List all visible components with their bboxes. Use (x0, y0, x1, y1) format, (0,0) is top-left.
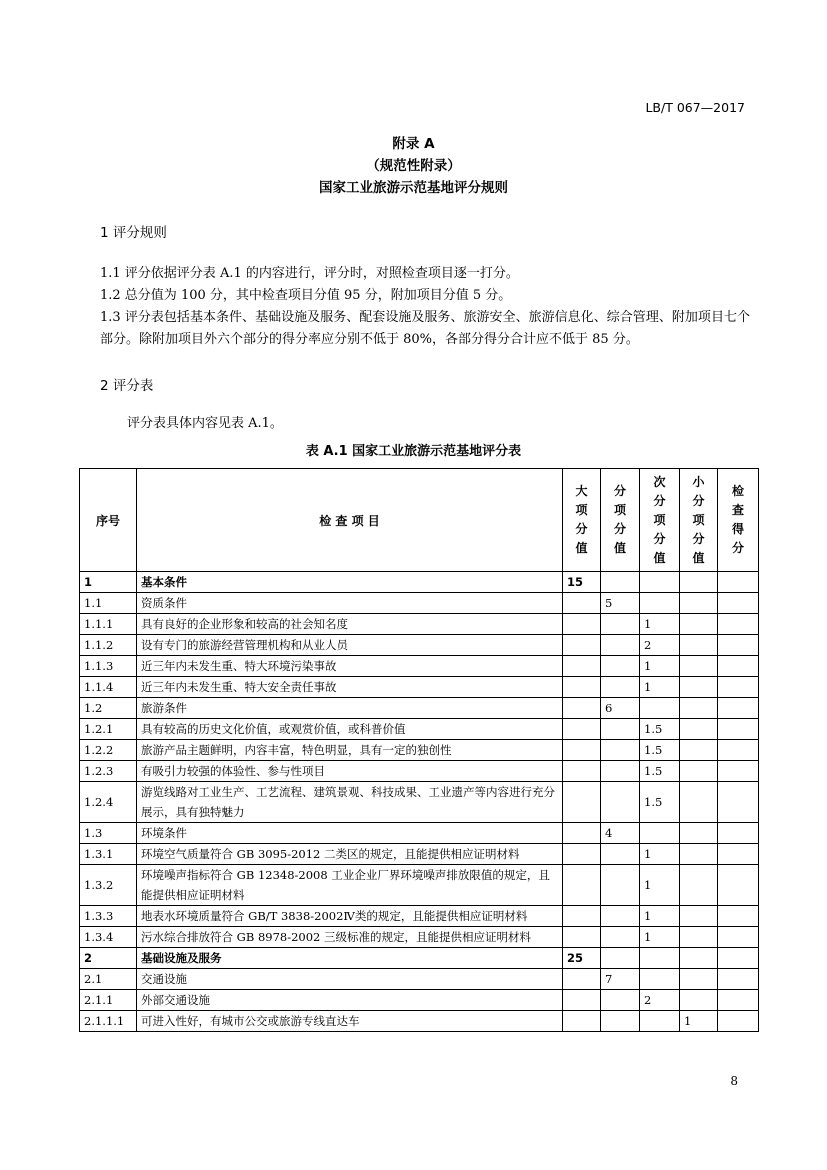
row-small-score: 1 (680, 1011, 718, 1032)
row-item: 基本条件 (137, 572, 563, 593)
row-major-score (563, 635, 601, 656)
row-no: 1.1 (80, 593, 137, 614)
table-row (80, 1011, 759, 1032)
row-major-score (563, 740, 601, 761)
table-row (80, 677, 759, 698)
row-item: 地表水环境质量符合 GB/T 3838-2002Ⅳ类的规定，且能提供相应证明材料 (137, 906, 563, 927)
row-sub-score (601, 740, 640, 761)
row-small-score (680, 698, 718, 719)
row-major-score (563, 761, 601, 782)
row-minor-score: 1 (640, 906, 680, 927)
row-check-score (718, 782, 759, 823)
row-minor-score: 1 (640, 844, 680, 865)
row-check-score (718, 865, 759, 906)
row-no: 1.2.1 (80, 719, 137, 740)
row-major-score (563, 1011, 601, 1032)
rule-1-1: 1.1 评分依据评分表 A.1 的内容进行，评分时，对照检查项目逐一打分。 (100, 266, 519, 281)
row-small-score (680, 635, 718, 656)
row-item: 资质条件 (137, 593, 563, 614)
row-small-score (680, 990, 718, 1011)
section1-body (100, 263, 750, 351)
row-sub-score (601, 719, 640, 740)
row-sub-score (601, 990, 640, 1011)
row-small-score (680, 782, 718, 823)
row-small-score (680, 761, 718, 782)
table-row (80, 990, 759, 1011)
row-major-score (563, 927, 601, 948)
row-major-score (563, 593, 601, 614)
row-major-score: 25 (563, 948, 601, 969)
row-item: 环境空气质量符合 GB 3095-2012 二类区的规定，且能提供相应证明材料 (137, 844, 563, 865)
row-minor-score: 2 (640, 990, 680, 1011)
row-no: 1 (80, 572, 137, 593)
row-small-score (680, 677, 718, 698)
row-item: 交通设施 (137, 969, 563, 990)
row-minor-score: 1.5 (640, 761, 680, 782)
header-item: 检 查 项 目 (137, 469, 563, 572)
row-sub-score: 7 (601, 969, 640, 990)
table-row (80, 865, 759, 906)
appendix-name: 国家工业旅游示范基地评分规则 (319, 180, 508, 196)
rule-1-3: 1.3 评分表包括基本条件、基础设施及服务、配套设施及服务、旅游安全、旅游信息化、综合管理、附加项目七个部分。除附加项目外六个部分的得分率应分别不低于 80%，各部分得分合计应不低于 85 分。 (100, 310, 750, 347)
table-row (80, 740, 759, 761)
row-no: 2 (80, 948, 137, 969)
row-sub-score (601, 782, 640, 823)
row-check-score (718, 614, 759, 635)
row-minor-score (640, 823, 680, 844)
table-row (80, 969, 759, 990)
row-item: 环境噪声指标符合 GB 12348-2008 工业企业厂界环境噪声排放限值的规定，且能提供相应证明材料 (137, 865, 563, 906)
row-item: 旅游条件 (137, 698, 563, 719)
row-check-score (718, 927, 759, 948)
row-small-score (680, 719, 718, 740)
row-major-score (563, 823, 601, 844)
row-sub-score (601, 761, 640, 782)
row-major-score (563, 865, 601, 906)
row-minor-score: 1 (640, 656, 680, 677)
row-minor-score (640, 948, 680, 969)
row-minor-score: 1.5 (640, 719, 680, 740)
row-check-score (718, 593, 759, 614)
row-check-score (718, 844, 759, 865)
standard-code: LB/T 067—2017 (645, 100, 745, 115)
row-minor-score (640, 593, 680, 614)
table-row (80, 844, 759, 865)
row-item: 具有良好的企业形象和较高的社会知名度 (137, 614, 563, 635)
row-sub-score (601, 906, 640, 927)
row-check-score (718, 906, 759, 927)
row-major-score (563, 719, 601, 740)
row-item: 具有较高的历史文化价值，或观赏价值，或科普价值 (137, 719, 563, 740)
row-sub-score (601, 927, 640, 948)
row-minor-score: 1 (640, 865, 680, 906)
row-small-score (680, 865, 718, 906)
row-small-score (680, 927, 718, 948)
header-major (563, 469, 601, 572)
row-small-score (680, 593, 718, 614)
row-item: 可进入性好，有城市公交或旅游专线直达车 (137, 1011, 563, 1032)
row-small-score (680, 844, 718, 865)
row-sub-score: 6 (601, 698, 640, 719)
row-major-score (563, 656, 601, 677)
row-major-score (563, 844, 601, 865)
row-minor-score (640, 1011, 680, 1032)
row-no: 1.1.1 (80, 614, 137, 635)
row-no: 1.3.4 (80, 927, 137, 948)
row-major-score (563, 677, 601, 698)
row-no: 1.3.3 (80, 906, 137, 927)
row-check-score (718, 635, 759, 656)
row-minor-score (640, 572, 680, 593)
row-major-score (563, 990, 601, 1011)
row-major-score (563, 969, 601, 990)
row-item: 基础设施及服务 (137, 948, 563, 969)
row-major-score: 15 (563, 572, 601, 593)
row-sub-score: 4 (601, 823, 640, 844)
row-item: 环境条件 (137, 823, 563, 844)
row-no: 2.1.1 (80, 990, 137, 1011)
row-minor-score: 1 (640, 677, 680, 698)
row-minor-score: 1 (640, 614, 680, 635)
row-major-score (563, 782, 601, 823)
table-row (80, 761, 759, 782)
table-row (80, 698, 759, 719)
row-small-score (680, 948, 718, 969)
header-sub (601, 469, 640, 572)
row-no: 1.2.2 (80, 740, 137, 761)
row-minor-score: 1 (640, 927, 680, 948)
row-check-score (718, 677, 759, 698)
row-major-score (563, 614, 601, 635)
appendix-title-block (0, 133, 827, 199)
row-minor-score (640, 969, 680, 990)
row-sub-score (601, 656, 640, 677)
header-no: 序号 (80, 469, 137, 572)
appendix-title: 附录 A (392, 136, 435, 152)
row-check-score (718, 698, 759, 719)
row-major-score (563, 906, 601, 927)
section1-heading: 1 评分规则 (100, 225, 167, 241)
row-item: 外部交通设施 (137, 990, 563, 1011)
row-no: 1.3.2 (80, 865, 137, 906)
row-item: 近三年内未发生重、特大环境污染事故 (137, 656, 563, 677)
row-minor-score: 1.5 (640, 782, 680, 823)
table-header-row (80, 469, 759, 572)
table-caption: 表 A.1 国家工业旅游示范基地评分表 (305, 444, 522, 459)
row-check-score (718, 761, 759, 782)
row-item: 游览线路对工业生产、工艺流程、建筑景观、科技成果、工业遗产等内容进行充分展示，具有独特魅力 (137, 782, 563, 823)
table-row (80, 614, 759, 635)
page-number: 8 (730, 1074, 738, 1088)
header-small (680, 469, 718, 572)
row-check-score (718, 656, 759, 677)
row-sub-score (601, 948, 640, 969)
row-check-score (718, 719, 759, 740)
row-small-score (680, 823, 718, 844)
table-row (80, 719, 759, 740)
header-minor-text: 次分项分值 (653, 474, 666, 565)
table-row (80, 572, 759, 593)
row-sub-score (601, 572, 640, 593)
row-no: 1.2.3 (80, 761, 137, 782)
row-check-score (718, 969, 759, 990)
row-sub-score: 5 (601, 593, 640, 614)
row-small-score (680, 969, 718, 990)
table-row (80, 823, 759, 844)
row-item: 污水综合排放符合 GB 8978-2002 三级标准的规定，且能提供相应证明材料 (137, 927, 563, 948)
row-no: 1.3.1 (80, 844, 137, 865)
row-check-score (718, 948, 759, 969)
row-sub-score (601, 677, 640, 698)
row-check-score (718, 823, 759, 844)
table-body (80, 572, 759, 1032)
table-row (80, 635, 759, 656)
header-small-text: 小分项分值 (692, 474, 705, 565)
header-score-text: 检查得分 (732, 484, 745, 555)
row-no: 1.2 (80, 698, 137, 719)
row-small-score (680, 572, 718, 593)
row-no: 1.1.2 (80, 635, 137, 656)
appendix-subtitle: （规范性附录） (366, 158, 461, 174)
row-small-score (680, 740, 718, 761)
table-row (80, 782, 759, 823)
row-item: 设有专门的旅游经营管理机构和从业人员 (137, 635, 563, 656)
header-score (718, 469, 759, 572)
row-item: 旅游产品主题鲜明，内容丰富，特色明显，具有一定的独创性 (137, 740, 563, 761)
row-major-score (563, 698, 601, 719)
row-check-score (718, 990, 759, 1011)
row-no: 1.1.3 (80, 656, 137, 677)
row-minor-score (640, 698, 680, 719)
row-no: 2.1.1.1 (80, 1011, 137, 1032)
row-sub-score (601, 865, 640, 906)
row-small-score (680, 656, 718, 677)
table-row (80, 656, 759, 677)
section2-intro: 评分表具体内容见表 A.1。 (127, 416, 283, 431)
row-sub-score (601, 844, 640, 865)
row-item: 有吸引力较强的体验性、参与性项目 (137, 761, 563, 782)
table-row (80, 593, 759, 614)
row-no: 1.1.4 (80, 677, 137, 698)
row-minor-score: 1.5 (640, 740, 680, 761)
row-sub-score (601, 1011, 640, 1032)
row-small-score (680, 614, 718, 635)
row-check-score (718, 1011, 759, 1032)
row-no: 1.3 (80, 823, 137, 844)
row-no: 1.2.4 (80, 782, 137, 823)
table-row (80, 927, 759, 948)
row-check-score (718, 572, 759, 593)
row-no: 2.1 (80, 969, 137, 990)
row-check-score (718, 740, 759, 761)
table-row (80, 906, 759, 927)
score-table (79, 468, 759, 1032)
row-item: 近三年内未发生重、特大安全责任事故 (137, 677, 563, 698)
row-minor-score: 2 (640, 635, 680, 656)
row-sub-score (601, 614, 640, 635)
header-minor (640, 469, 680, 572)
section2-heading: 2 评分表 (100, 378, 154, 394)
rule-1-2: 1.2 总分值为 100 分，其中检查项目分值 95 分，附加项目分值 5 分。 (100, 288, 512, 303)
row-small-score (680, 906, 718, 927)
row-sub-score (601, 635, 640, 656)
header-major-text: 大项分值 (575, 484, 588, 555)
header-sub-text: 分项分值 (614, 484, 627, 555)
table-row (80, 948, 759, 969)
